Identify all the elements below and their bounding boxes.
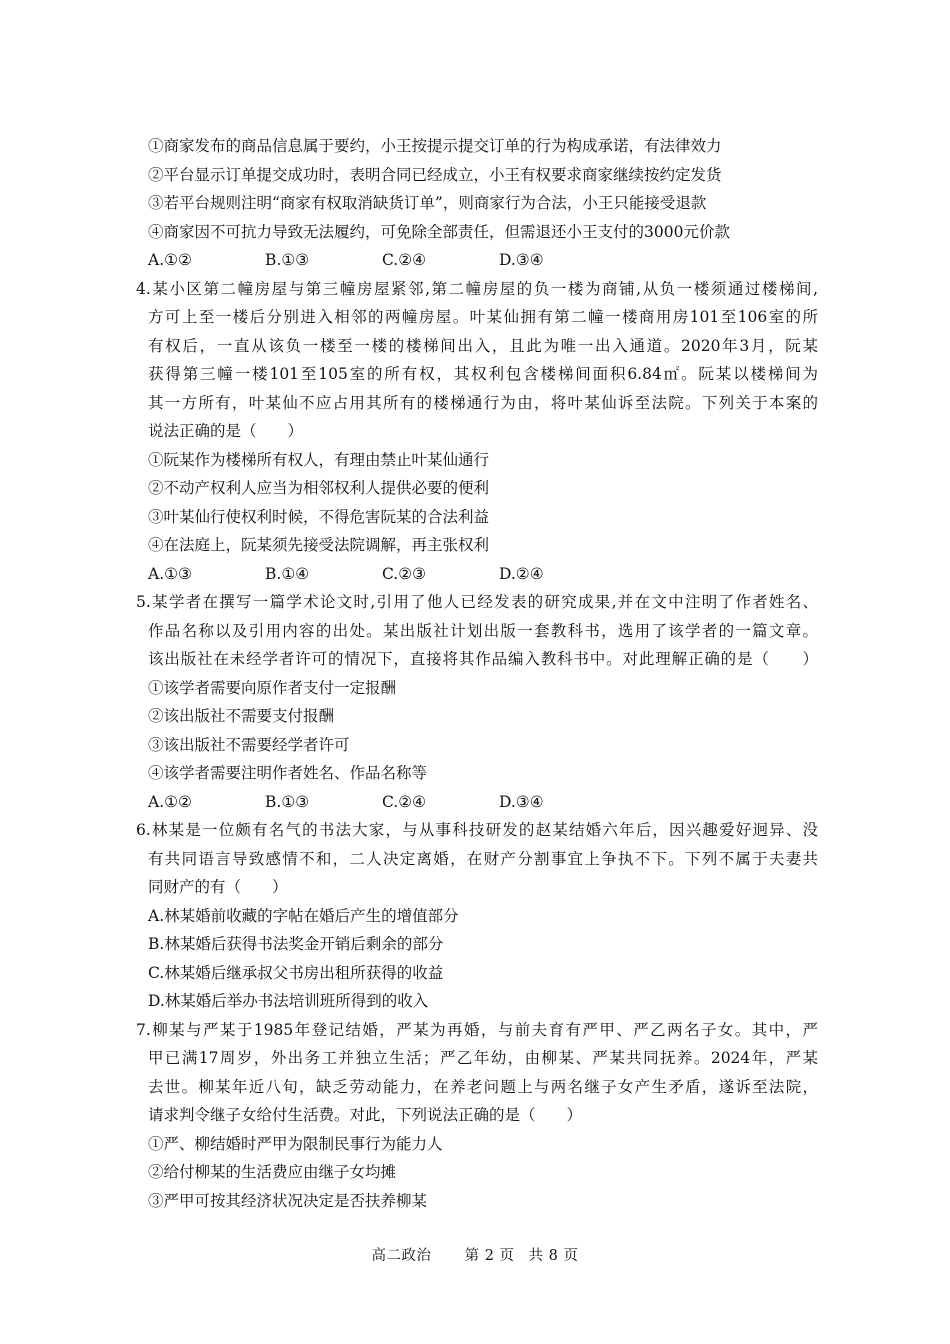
footer-total-pages: 共 8 页 — [528, 1248, 579, 1264]
footer-subject: 高二政治 — [371, 1248, 432, 1264]
q4-stem-line-6: 说法正确的是（ ） — [148, 422, 304, 440]
q4-stem-line-3: 有权后，一直从该负一楼至一楼的楼梯间出入，且此为唯一出入通道。2020年3月，阮某 — [148, 336, 818, 355]
q5-choice-c: C.②④ — [382, 792, 427, 811]
q4-statement-3: ③叶某仙行使权利时候，不得危害阮某的合法利益 — [148, 507, 490, 526]
q5-choice-d: D.③④ — [499, 792, 544, 811]
page-content — [136, 132, 818, 1215]
q5-statement-4: ④该学者需要注明作者姓名、作品名称等 — [148, 764, 428, 782]
q4-choice-a: A.①③ — [148, 564, 192, 583]
q3-statement-4: ④商家因不可抗力导致无法履约，可免除全部责任，但需退还小王支付的3000元价款 — [148, 222, 730, 241]
q4-choices — [148, 560, 818, 589]
q3-choice-b: B.①③ — [265, 251, 310, 269]
q6-option-d: D.林某婚后举办书法培训班所得到的收入 — [148, 992, 429, 1010]
q3-statement-2: ②平台显示订单提交成功时，表明合同已经成立，小王有权要求商家继续按约定发货 — [148, 165, 722, 184]
q7-stem-line-4: 请求判令继子女给付生活费。对此，下列说法正确的是（ ） — [148, 1106, 583, 1124]
q5-choice-a: A.①② — [148, 792, 192, 811]
q6-option-c: C.林某婚后继承叔父书房出租所获得的收益 — [148, 963, 444, 982]
q7-statement-2: ②给付柳某的生活费应由继子女均摊 — [148, 1163, 397, 1181]
q4-stem-line-1: 4.某小区第二幢房屋与第三幢房屋紧邻,第二幢房屋的负一楼为商铺,从负一楼须通过楼梯间, — [136, 279, 818, 298]
q5-statement-2: ②该出版社不需要支付报酬 — [148, 707, 335, 725]
q4-choice-d: D.②④ — [499, 564, 544, 583]
q3-choices — [148, 246, 818, 275]
q4-stem-line-2: 方可上至一楼后分别进入相邻的两幢房屋。叶某仙拥有第二幢一楼商用房101至106室的所 — [148, 308, 818, 326]
footer-page-number: 第 2 页 — [464, 1248, 515, 1264]
q6-option-a: A.林某婚前收藏的字帖在婚后产生的增值部分 — [148, 906, 459, 925]
q4-statement-1: ①阮某作为楼梯所有权人，有理由禁止叶某仙通行 — [148, 450, 490, 469]
q5-stem-line-2: 作品名称以及引用内容的出处。某出版社计划出版一套教科书，选用了该学者的一篇文章。 — [148, 621, 818, 640]
q3-choice-a: A.①② — [148, 251, 192, 269]
q7-stem-line-2: 甲已满17周岁，外出务工并独立生活；严乙年幼，由柳某、严某共同抚养。2024年，严某 — [148, 1049, 818, 1067]
q7-statement-1: ①严、柳结婚时严甲为限制民事行为能力人 — [148, 1134, 443, 1153]
q4-choice-b: B.①④ — [265, 564, 310, 583]
q6-stem-line-1: 6.林某是一位颇有名气的书法大家，与从事科技研发的赵某结婚六年后，因兴趣爱好迥异、没 — [136, 821, 818, 839]
q4-stem-line-4: 获得第三幢一楼101至105室的所有权，其权利包含楼梯间面积6.84㎡。阮某以楼梯间为 — [148, 365, 818, 383]
q5-statement-3: ③该出版社不需要经学者许可 — [148, 735, 350, 754]
q3-statement-1: ①商家发布的商品信息属于要约，小王按提示提交订单的行为构成承诺，有法律效力 — [148, 137, 722, 155]
q5-stem-line-1: 5.某学者在撰写一篇学术论文时,引用了他人已经发表的研究成果,并在文中注明了作者姓名、 — [136, 593, 818, 611]
q4-choice-c: C.②③ — [382, 564, 427, 583]
q5-choices — [148, 788, 818, 817]
q3-choice-c: C.②④ — [382, 251, 427, 269]
q7-stem-line-1: 7.柳某与严某于1985年登记结婚，严某为再婚，与前夫育有严甲、严乙两名子女。其中，严 — [136, 1020, 818, 1039]
q6-option-b: B.林某婚后获得书法奖金开销后剩余的部分 — [148, 935, 444, 953]
page-footer — [0, 1244, 950, 1265]
q3-statement-3: ③若平台规则注明“商家有权取消缺货订单”，则商家行为合法，小王只能接受退款 — [148, 194, 707, 212]
q5-choice-b: B.①③ — [265, 792, 310, 811]
q5-statement-1: ①该学者需要向原作者支付一定报酬 — [148, 678, 397, 697]
q4-statement-2: ②不动产权利人应当为相邻权利人提供必要的便利 — [148, 479, 490, 497]
q4-statement-4: ④在法庭上，阮某须先接受法院调解，再主张权利 — [148, 536, 490, 554]
q6-stem-line-3: 同财产的有（ ） — [148, 878, 288, 896]
q3-choice-d: D.③④ — [499, 251, 544, 269]
q7-statement-3: ③严甲可按其经济状况决定是否扶养柳某 — [148, 1191, 428, 1210]
q4-stem-line-5: 其一方所有，叶某仙不应占用其所有的楼梯通行为由，将叶某仙诉至法院。下列关于本案的 — [148, 393, 818, 412]
q6-stem-line-2: 有共同语言导致感情不和，二人决定离婚，在财产分割事宜上争执不下。下列不属于夫妻共 — [148, 849, 818, 868]
q5-stem-line-3: 该出版社在未经学者许可的情况下，直接将其作品编入教科书中。对此理解正确的是（ ） — [148, 650, 818, 668]
q7-stem-line-3: 去世。柳某年近八旬，缺乏劳动能力，在养老问题上与两名继子女产生矛盾，遂诉至法院， — [148, 1077, 818, 1096]
